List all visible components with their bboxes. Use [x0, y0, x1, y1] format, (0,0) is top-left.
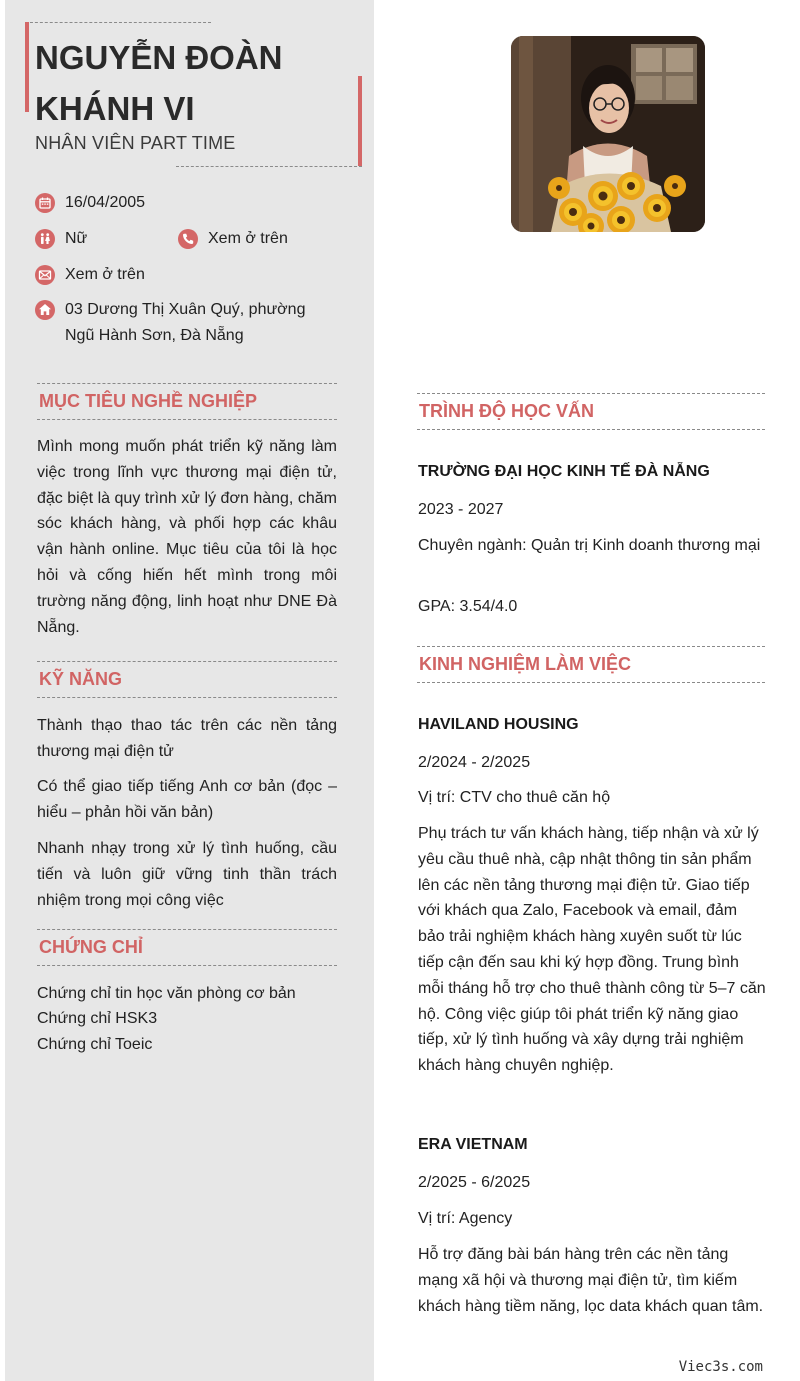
- profile-photo: [511, 36, 705, 232]
- phone: Xem ở trên: [208, 230, 288, 247]
- education-major: Chuyên ngành: Quản trị Kinh doanh thương mại: [418, 537, 761, 554]
- accent-bar-right: [358, 76, 362, 166]
- job-title: NHÂN VIÊN PART TIME: [35, 133, 236, 153]
- divider: [25, 22, 211, 23]
- school-name: TRƯỜNG ĐẠI HỌC KINH TẾ ĐÀ NẴNG: [418, 463, 710, 480]
- watermark: Viec3s.com: [678, 1359, 763, 1375]
- divider: [176, 166, 362, 167]
- mail-icon: [35, 265, 55, 285]
- address: 03 Dương Thị Xuân Quý, phường Ngũ Hành Sơn, Đà Nẵng: [65, 301, 306, 344]
- job-position: Vị trí: CTV cho thuê căn hộ: [418, 789, 611, 806]
- skill-item: Nhanh nhạy trong xử lý tình huống, cầu tiến và luôn giữ vững tinh thần trách nhiệm trong mọi công việc: [37, 840, 337, 909]
- education-title: TRÌNH ĐỘ HỌC VẤN: [417, 393, 765, 430]
- gender-row: [35, 228, 87, 252]
- phone-row: [178, 228, 288, 252]
- experience-title: KINH NGHIỆM LÀM VIỆC: [417, 646, 765, 683]
- candidate-name: NGUYỄN ĐOÀN KHÁNH VI: [35, 39, 283, 127]
- job-period: 2/2024 - 2/2025: [418, 754, 531, 771]
- job-description: Phụ trách tư vấn khách hàng, tiếp nhận và xử lý yêu cầu thuê nhà, cập nhật thông tin sản phẩm lên các nền tảng thương mại điện tử. Giao tiếp với khách qua Zalo, Facebook và email, đảm bảo trải nghiệm khách hàng xuyên suốt từ lúc tiếp cận đến sau khi ký hợp đồng. Trung bình mỗi tháng hỗ trợ cho thuê thành công từ 5–7 căn hộ. Công việc giúp tôi phát triển kỹ năng giao tiếp, xử lý tình huống và xây dựng trải nghiệm khách hàng chuyên nghiệp.: [418, 825, 766, 1075]
- certificate-item: Chứng chỉ Toeic: [37, 1036, 153, 1053]
- job-company: HAVILAND HOUSING: [418, 716, 579, 733]
- gender-icon: [35, 229, 55, 249]
- job-period: 2/2025 - 6/2025: [418, 1174, 531, 1191]
- objective-text: Mình mong muốn phát triển kỹ năng làm việc trong lĩnh vực thương mại điện tử, đặc biệt là quy trình xử lý đơn hàng, chăm sóc khách hàng, và phối hợp các khâu vận hành online. Mục tiêu của tôi là học hỏi và cống hiến hết mình trong môi trường năng động, linh hoạt như DNE Đà Nẵng.: [37, 438, 337, 636]
- phone-icon: [178, 229, 198, 249]
- job-description: Hỗ trợ đăng bài bán hàng trên các nền tảng mạng xã hội và thương mại điện tử, tìm kiếm khách hàng tiềm năng, lọc data khách quan tâm.: [418, 1246, 764, 1315]
- name-block: [25, 22, 362, 167]
- email-row: [35, 264, 145, 288]
- skill-item: Có thể giao tiếp tiếng Anh cơ bản (đọc – hiểu – phản hồi văn bản): [37, 778, 337, 821]
- home-icon: [35, 300, 55, 320]
- certificate-item: Chứng chỉ HSK3: [37, 1010, 158, 1027]
- objective-title: MỤC TIÊU NGHỀ NGHIỆP: [37, 383, 337, 420]
- education-period: 2023 - 2027: [418, 501, 504, 518]
- job-position: Vị trí: Agency: [418, 1210, 513, 1227]
- accent-bar-left: [25, 22, 29, 112]
- certificate-item: Chứng chỉ tin học văn phòng cơ bản: [37, 985, 296, 1002]
- skills-title: KỸ NĂNG: [37, 661, 337, 698]
- email: Xem ở trên: [65, 266, 145, 283]
- birthday: 16/04/2005: [65, 194, 146, 211]
- birthday-row: [35, 192, 145, 216]
- address-row: [35, 299, 335, 349]
- education-gpa: GPA: 3.54/4.0: [418, 598, 518, 615]
- job-company: ERA VIETNAM: [418, 1136, 528, 1153]
- gender: Nữ: [65, 230, 88, 247]
- calendar-icon: [35, 193, 55, 213]
- skill-item: Thành thạo thao tác trên các nền tảng thương mại điện tử: [37, 717, 337, 760]
- certificates-title: CHỨNG CHỈ: [37, 929, 337, 966]
